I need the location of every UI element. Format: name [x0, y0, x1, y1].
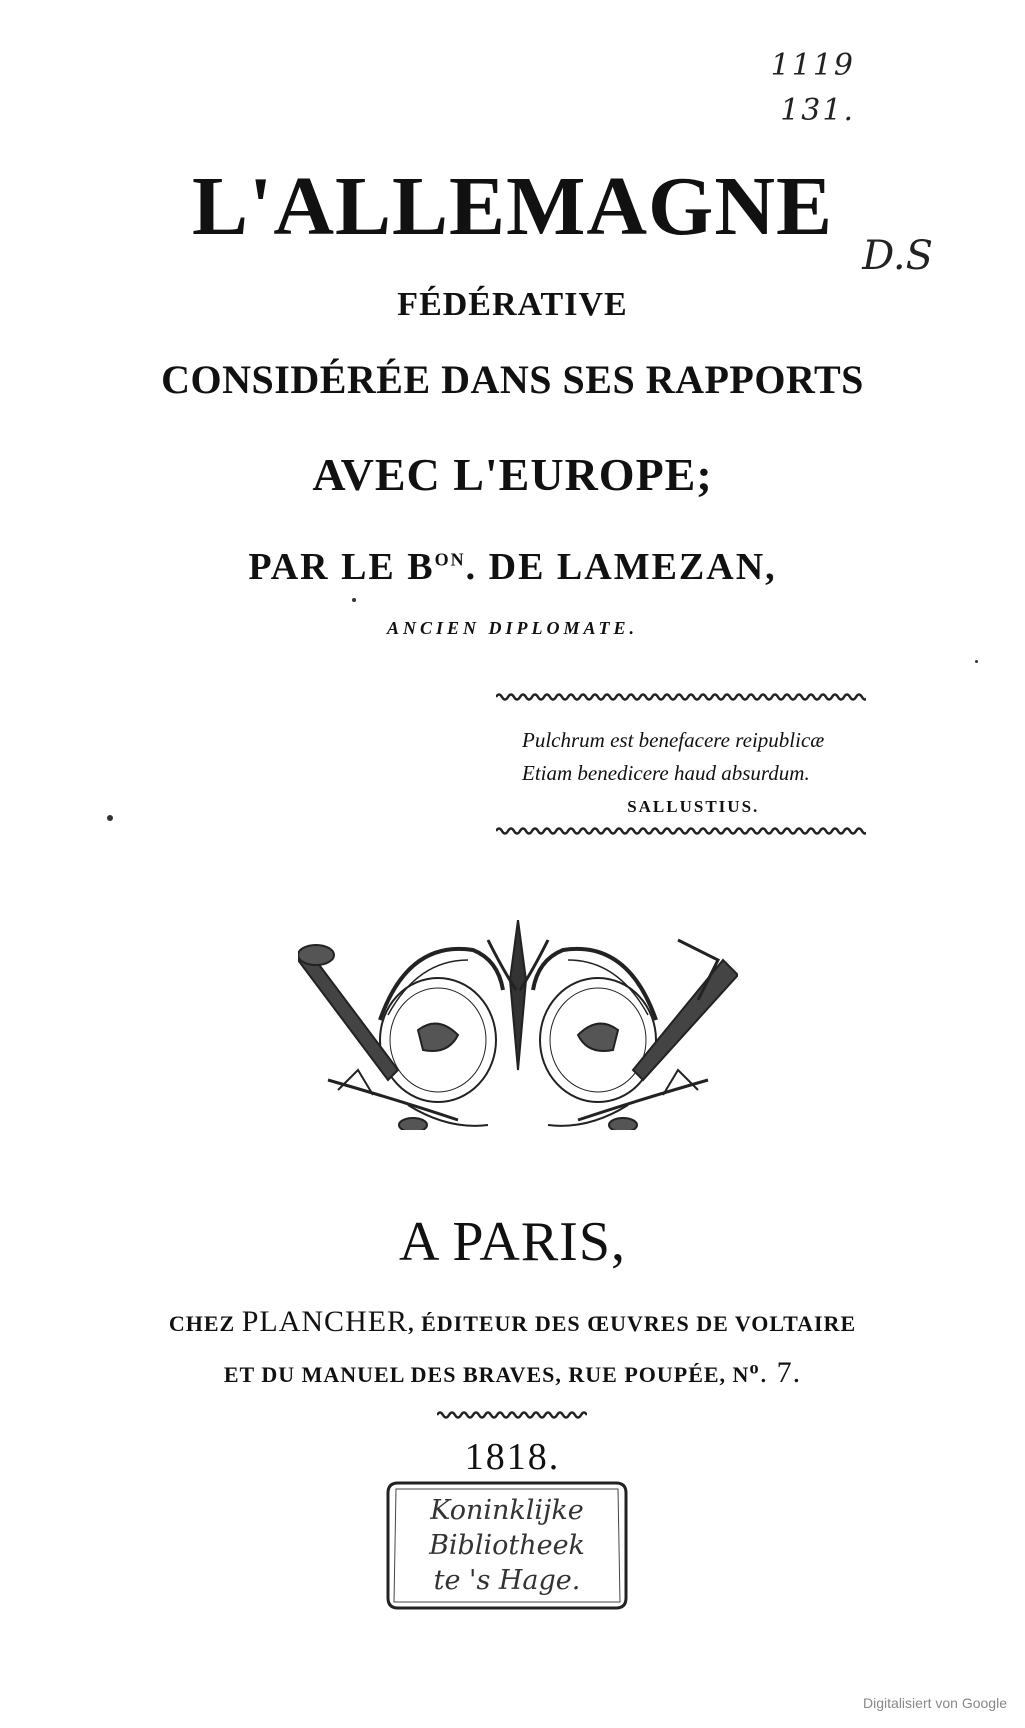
manuscript-notes	[770, 48, 933, 279]
imprint-prefix: CHEZ	[168, 1311, 236, 1336]
epigraph-line-2: Etiam benedicere haud absurdum.	[522, 761, 810, 785]
imprint-publisher-line-2	[0, 1356, 1025, 1390]
author-line	[0, 545, 1025, 589]
publisher-name: PLANCHER	[241, 1305, 409, 1338]
imprint-place: A PARIS,	[399, 1211, 626, 1273]
imprint-number-sup: o	[749, 1357, 760, 1378]
epigraph-line-1: Pulchrum est benefacere reipublicæ	[522, 728, 825, 752]
wavy-rule-top	[496, 692, 866, 702]
stamp-text	[402, 1493, 612, 1598]
initials-note: D.S	[862, 233, 933, 279]
stamp-line-2: Bibliotheek	[429, 1530, 585, 1561]
library-stamp	[384, 1479, 630, 1612]
subtitle-line-3: AVEC L'EUROPE;	[312, 449, 713, 500]
book-subtitle: FÉDÉRATIVE	[397, 286, 628, 323]
subtitle-line-2: CONSIDÉRÉE DANS SES RAPPORTS	[161, 357, 864, 402]
epigraph-source: SALLUSTIUS.	[627, 797, 760, 816]
shelfmark-note: 1119	[770, 48, 855, 83]
epigraph	[522, 724, 824, 823]
imprint-address: ET DU MANUEL DES BRAVES, RUE POUPÉE, N	[223, 1362, 750, 1387]
wavy-rule-imprint	[437, 1410, 587, 1420]
author-prefix: PAR LE B	[248, 546, 435, 588]
wavy-rule-bottom	[496, 826, 866, 836]
speck-mark	[975, 660, 978, 663]
speck-mark	[107, 815, 113, 821]
ornament-vignette-icon	[298, 920, 738, 1130]
publication-year: 1818.	[464, 1436, 561, 1478]
author-name: . DE LAMEZAN,	[465, 546, 777, 588]
author-role: ANCIEN DIPLOMATE.	[386, 618, 639, 638]
shelfmark-note-2: 131.	[780, 93, 855, 128]
speck-mark	[352, 598, 356, 602]
imprint-line-1-rest: , ÉDITEUR DES ŒUVRES DE VOLTAIRE	[408, 1311, 857, 1336]
book-title: L'ALLEMAGNE	[191, 160, 834, 253]
stamp-line-3: te 's Hage.	[433, 1565, 581, 1596]
author-superscript: ON	[434, 549, 466, 570]
digitization-watermark: Digitalisiert von Google	[863, 1695, 1007, 1711]
imprint-number: . 7.	[759, 1356, 802, 1389]
stamp-line-1: Koninklijke	[430, 1495, 584, 1526]
imprint-publisher-line-1	[0, 1305, 1025, 1339]
